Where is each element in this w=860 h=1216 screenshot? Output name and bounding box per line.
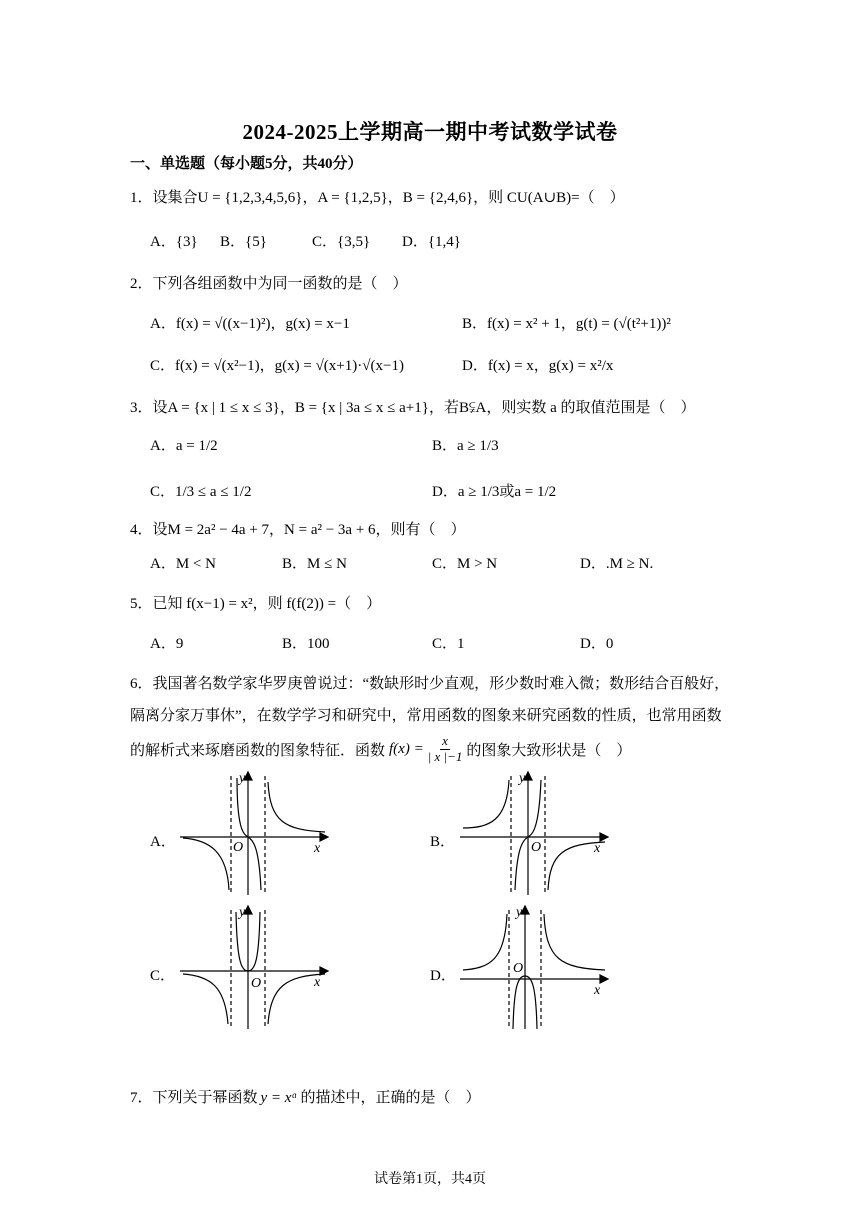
- graph-d-branch-right: [544, 914, 605, 970]
- q4-option-a: A．M < N: [150, 556, 216, 572]
- graph-b-y-label: y: [519, 771, 526, 786]
- graph-c-y-label: y: [239, 905, 246, 920]
- graph-c-x-label: x: [314, 975, 321, 990]
- graph-c-branch-left: [183, 974, 228, 1024]
- q2-option-d: D．f(x) = x，g(x) = x²/x: [462, 358, 614, 374]
- q2-option-a: A．f(x) = √((x−1)²)，g(x) = x−1: [150, 316, 350, 332]
- q2-option-b: B．f(x) = x² + 1，g(t) = (√(t²+1))²: [462, 316, 671, 332]
- question-3-stem: 3．设A = {x | 1 ≤ x ≤ 3}，B = {x | 3a ≤ x ≤ a+1}，若B⫋A，则实数 a 的取值范围是（ ）: [130, 400, 696, 416]
- q2-option-c: C．f(x) = √(x²−1)，g(x) = √(x+1)·√(x−1): [150, 358, 404, 374]
- graph-d-y-label: y: [516, 905, 523, 920]
- q5-option-b: B．100: [282, 636, 330, 652]
- q6-func-fraction: [426, 734, 465, 765]
- q4-option-b: B．M ≤ N: [282, 556, 347, 572]
- page-footer: 试卷第1页，共4页: [374, 1172, 486, 1187]
- q4-option-d: D．.M ≥ N.: [580, 556, 654, 572]
- graph-b: [455, 770, 615, 900]
- graph-d-branch-left: [463, 914, 507, 970]
- q6-func-denominator: | x |−1: [427, 748, 463, 764]
- q5-option-a: A．9: [150, 636, 184, 652]
- graph-b-x-label: x: [594, 841, 601, 856]
- q6-line3-prefix: 的解析式来琢磨函数的图象特征．函数: [130, 742, 386, 759]
- question-6-line-1: 6．我国著名数学家华罗庚曾说过：“数缺形时少直观，形少数时难入微；数形结合百般好，: [130, 676, 730, 692]
- graph-a-branch-right: [268, 782, 325, 832]
- q3-option-c: C．1/3 ≤ a ≤ 1/2: [150, 484, 252, 500]
- q6-func-numerator: x: [442, 732, 448, 748]
- q6-option-d-label: D．: [430, 968, 456, 984]
- q1-option-a: A．{3}: [150, 234, 198, 250]
- question-1-stem: 1．设集合U = {1,2,3,4,5,6}，A = {1,2,5}，B = {2,4,6}，则 CU(A∪B)=（ ）: [130, 190, 625, 206]
- graph-c-origin-label: O: [251, 976, 262, 991]
- question-5-stem: 5．已知 f(x−1) = x²，则 f(f(2)) =（ ）: [130, 596, 382, 612]
- q6-option-c-label: C．: [150, 968, 176, 984]
- graph-d-x-arrow: [600, 975, 608, 983]
- graph-d-origin-label: O: [513, 961, 524, 976]
- graph-a-branch-middle: [237, 778, 261, 890]
- q6-func-lhs: f(x) =: [389, 740, 424, 757]
- graph-d: [455, 904, 615, 1034]
- section-heading: 一、单选题（每小题5分，共40分）: [130, 156, 363, 172]
- q3-option-d: D．a ≥ 1/3或a = 1/2: [432, 484, 557, 500]
- q6-option-a-label: A．: [150, 834, 176, 850]
- q6-line3-suffix: 的图象大致形状是（ ）: [466, 742, 632, 759]
- q3-option-a: A．a = 1/2: [150, 438, 218, 454]
- graph-b-branch-left: [463, 780, 509, 828]
- q3-option-b: B．a ≥ 1/3: [432, 438, 499, 454]
- question-2-stem: 2．下列各组函数中为同一函数的是（ ）: [130, 276, 408, 292]
- graph-a-origin-label: O: [233, 840, 244, 855]
- q7-stem-suffix: 的描述中，正确的是（ ）: [300, 1090, 481, 1106]
- graph-a-x-label: x: [314, 841, 321, 856]
- graph-b-origin-label: O: [531, 840, 542, 855]
- graph-b-x-arrow: [600, 833, 608, 841]
- graph-a-branch-left: [183, 838, 229, 890]
- question-6-line-2: 隔离分家万事休”，在数学学习和研究中，常用函数的图象来研究函数的性质，也常用函数: [130, 708, 722, 724]
- q7-stem-prefix: 7．下列关于幂函数: [130, 1090, 258, 1106]
- graph-a-y-label: y: [239, 771, 246, 786]
- q5-option-c: C．1: [432, 636, 465, 652]
- graph-a: [175, 770, 335, 900]
- graph-c: [175, 904, 335, 1034]
- q4-option-c: C．M > N: [432, 556, 498, 572]
- q1-option-c: C．{3,5}: [312, 234, 371, 250]
- q7-func: y = xᵅ: [260, 1090, 298, 1106]
- question-7-stem: [130, 1086, 480, 1107]
- q1-option-d: D．{1,4}: [402, 234, 461, 250]
- graph-a-x-arrow: [320, 833, 328, 841]
- exam-title: 2024-2025上学期高一期中考试数学试卷: [242, 120, 618, 144]
- q6-option-b-label: B．: [430, 834, 456, 850]
- q5-option-d: D．0: [580, 636, 614, 652]
- question-4-stem: 4．设M = 2a² − 4a + 7，N = a² − 3a + 6，则有（ ）: [130, 522, 466, 538]
- question-6-line-3: [130, 732, 631, 766]
- graph-d-x-label: x: [594, 983, 601, 998]
- q1-option-b: B．{5}: [220, 234, 267, 250]
